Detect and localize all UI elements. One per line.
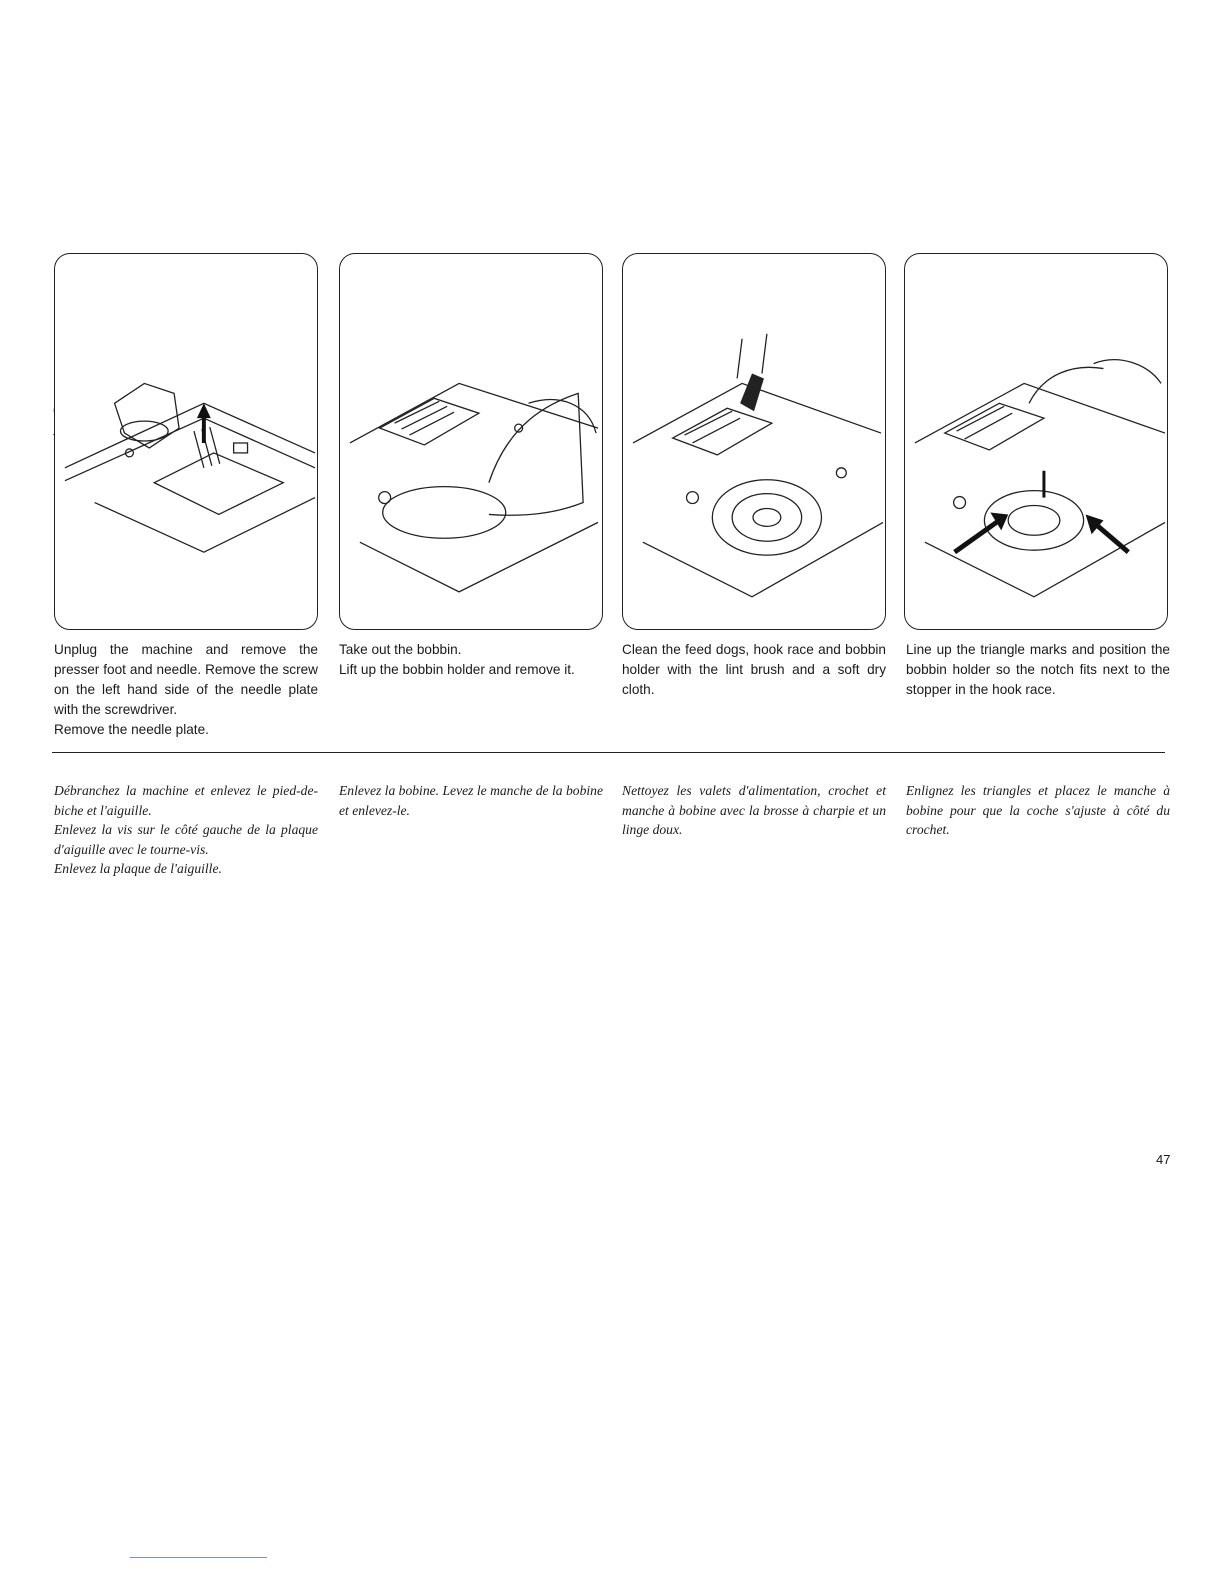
step-4-text-fr <box>906 781 1170 840</box>
step-3-en-para-1: Clean the feed dogs, hook race and bobbin holder with the lint brush and a soft dry cloth. <box>622 642 886 697</box>
step-3-text-en <box>622 640 886 700</box>
step-1-fr-para-3: Enlevez la plaque de l'aiguille. <box>54 861 222 876</box>
step-1-text-en <box>54 640 318 740</box>
step-2-en-para-2: Lift up the bobbin holder and remove it. <box>339 662 575 677</box>
hook-race-cleaning-drawing <box>623 254 885 629</box>
step-2-fr-para-1: Enlevez la bobine. Levez le manche de la bobine et enlevez-le. <box>339 783 603 818</box>
step-1-en-para-2: Remove the needle plate. <box>54 722 209 737</box>
illustration-remove-needle-plate <box>54 253 318 630</box>
page-number: 47 <box>1156 1152 1171 1167</box>
illustration-clean-hook-race <box>622 253 886 630</box>
needle-plate-drawing <box>55 254 317 629</box>
bobbin-holder-removal-drawing <box>340 254 602 629</box>
step-2-text-fr <box>339 781 603 820</box>
step-1-en-para-1: Unplug the machine and remove the presser foot and needle. Remove the screw on the left hand side of the needle plate with the screwdriver. <box>54 642 318 717</box>
step-3-text-fr <box>622 781 886 840</box>
step-1-fr-para-2: Enlevez la vis sur le côté gauche de la plaque d'aiguille avec le tourne-vis. <box>54 822 318 857</box>
step-4-fr-para-1: Enlignez les triangles et placez le manche à bobine pour que la coche s'ajuste à côté du crochet. <box>906 783 1170 837</box>
step-1-fr-para-1: Débranchez la machine et enlevez le pied-de-biche et l'aiguille. <box>54 783 318 818</box>
illustration-insert-bobbin-holder <box>904 253 1168 630</box>
step-4-en-para-1: Line up the triangle marks and position the bobbin holder so the notch fits next to the stopper in the hook race. <box>906 642 1170 697</box>
footer-line <box>130 1557 267 1558</box>
step-4-text-en <box>906 640 1170 700</box>
section-divider <box>52 752 1165 753</box>
illustration-remove-bobbin-holder <box>339 253 603 630</box>
step-1-text-fr <box>54 781 318 879</box>
step-2-text-en <box>339 640 603 680</box>
step-3-fr-para-1: Nettoyez les valets d'alimentation, crochet et manche à bobine avec la brosse à charpie et un linge doux. <box>622 783 886 837</box>
step-2-en-para-1: Take out the bobbin. <box>339 642 462 657</box>
bobbin-holder-insert-drawing <box>905 254 1167 629</box>
